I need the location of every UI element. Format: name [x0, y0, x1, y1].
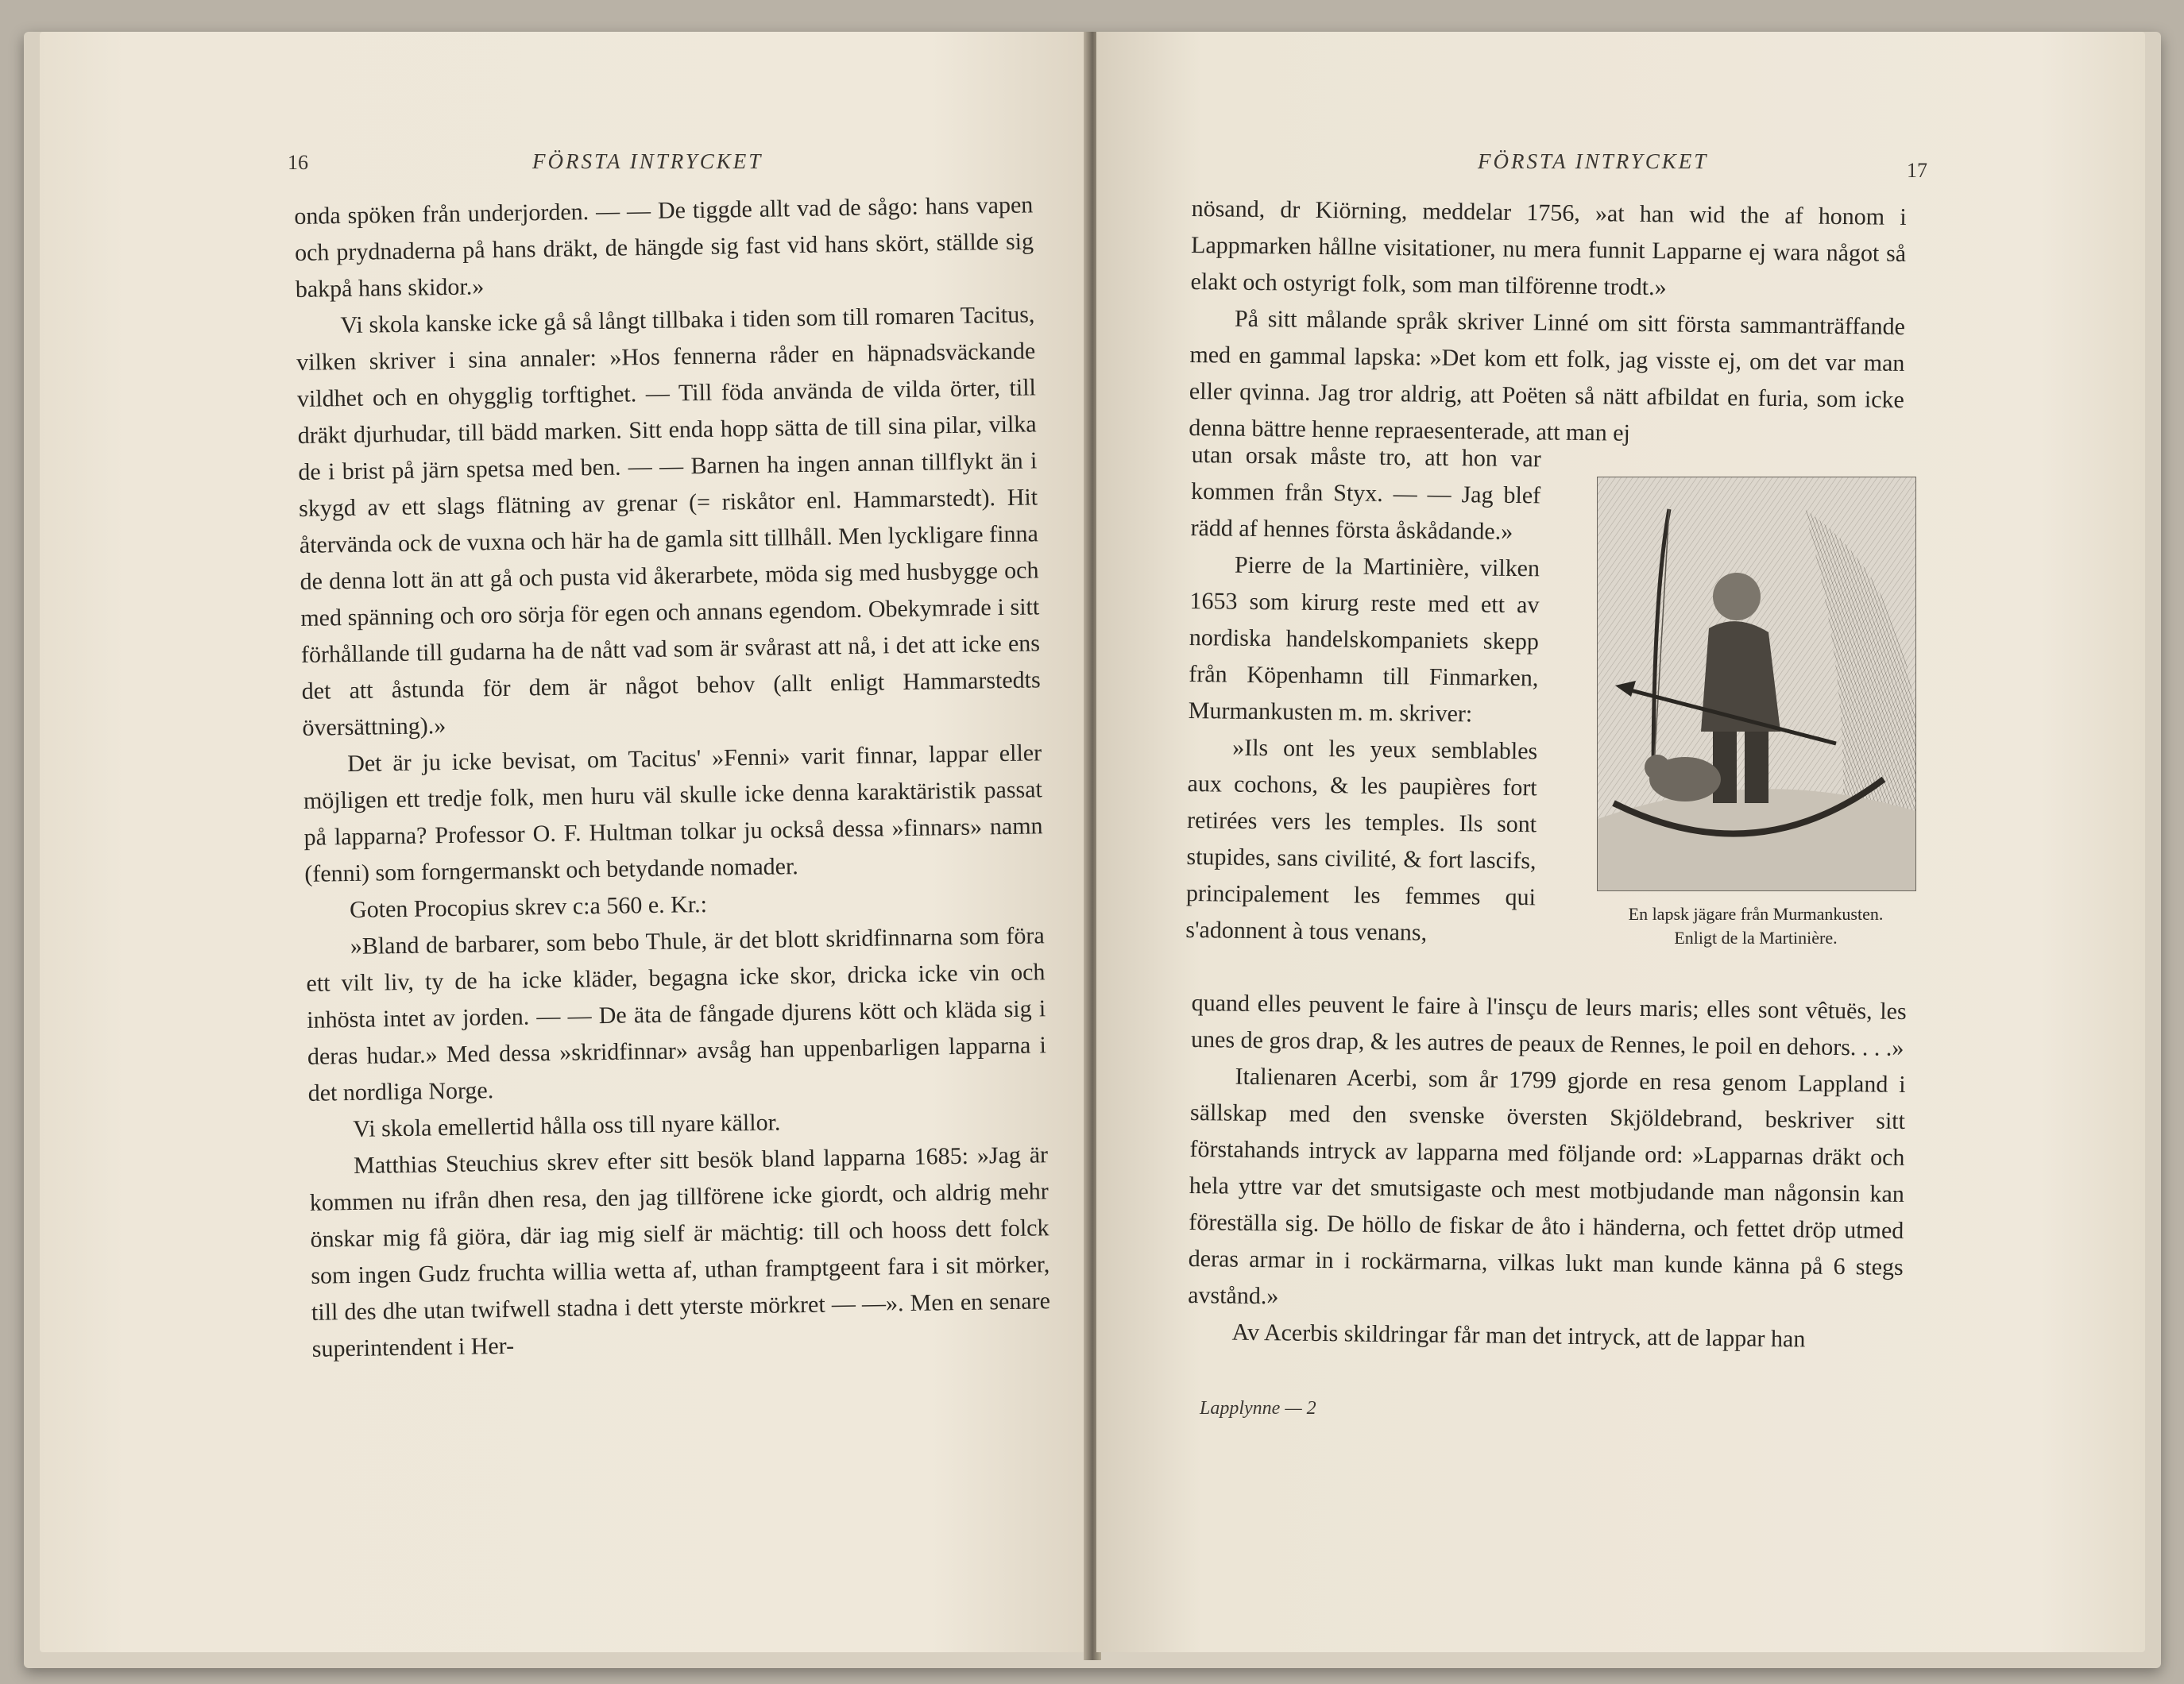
lapp-hunter-illustration: [1597, 477, 1916, 891]
paragraph: På sitt målande språk skriver Linné om sitt första sammanträffande med en gammal lapska: »Det kom ett folk, jag visste ej, om det var man eller qvinna. Jag tror aldrig, att Poëten så nätt afbildat en furia, som icke denna bättre henne repraesenterade, att man ej: [1189, 305, 1906, 446]
paragraph: Pierre de la Martinière, vilken 1653 som kirurg reste med ett av nordiska handelskompaniets skepp från Köpenhamn till Finmarken, Murmankusten m. m. skriver:: [1188, 551, 1540, 728]
page-number: 17: [1907, 159, 1927, 182]
paragraph: Italienaren Acerbi, som år 1799 gjorde en resa genom Lappland i sällskap med den svenske översten Skjöldebrand, beskriver sitt förstahands intryck av lapparna med följande ord: »Lapparnas dräkt och hela yttre var det smutsigaste och mest motbjudande man någonsin kan föreställa sig. De höllo de fiskar de åto i händerna, och fettet dröp utmed deras armar in i rockärmarna, vilkas lukt man kunde känna på 6 stegs avstånd.»: [1188, 1063, 1906, 1310]
paragraph: Vi skola emellertid hålla oss till nyare källor.: [353, 1109, 781, 1142]
right-page-text-column: [1185, 437, 1541, 952]
paragraph: utan orsak måste tro, att hon var kommen från Styx. — — Jag blef rädd af hennes första åskådande.»: [1190, 441, 1541, 545]
open-book: [24, 32, 2161, 1668]
running-head: FÖRSTA INTRYCKET: [1478, 149, 1709, 173]
engraving-svg: [1598, 477, 1915, 890]
running-head: FÖRSTA INTRYCKET: [532, 149, 763, 173]
hunter-body: [1701, 621, 1780, 732]
illustration-figure: [1597, 477, 1915, 948]
right-page-text-bottom: [1187, 985, 1907, 1359]
left-page: [40, 32, 1088, 1652]
left-page-text: [294, 187, 1051, 1367]
hunter-head: [1713, 573, 1761, 620]
paragraph: Vi skola kanske icke gå så långt tillbaka i tiden som till romaren Tacitus, vilken skriver i sina annaler: »Hos fennerna råder en häpnadsväckande vildhet och en ohygglig torftighet. — Till föda använda de vilda örter, till dräkt djurhudar, till bädd marken. Sitt enda hopp sätta de till sina pilar, vilka de i brist på järn spetsa med ben. — — Barnen ha ingen annan tillflykt än i skygd av ett slags flätning av grenar (= riskåtor enl. Hammarstedt). Hit återvända ock de vuxna och här ha de gamla sitt tillhåll. Men lyckligare finna de denna lott än att gå och pusta vid åkerarbete, möda sig med husbygge och med spänning och oro sörja för egen och annans egendom. Obekymrade i sitt förhållande till gudarna ha de nått vad som är svårast att nå, i det att icke ens det att åstunda för dem är något behov (allt enligt Hammarstedts översättning).»: [296, 301, 1041, 741]
right-page: [1096, 32, 2145, 1652]
caption-line: En lapsk jägare från Murmankusten.: [1628, 904, 1884, 924]
figure-caption: [1589, 902, 1923, 950]
paragraph: quand elles peuvent le faire à l'insçu de leurs maris; elles sont vêtuës, les unes de gros drap, & les autres de peaux de Rennes, le poil en dehors. . . .»: [1190, 989, 1907, 1061]
caption-line: Enligt de la Martinière.: [1674, 928, 1838, 948]
paragraph: »Bland de barbarer, som bebo Thule, är det blott skridfinnarna som föra ett vilt liv, ty de ha icke kläder, begagna icke skor, dricka icke vin och inhösta intet av jorden. — — De äta de fångade djurens kött och kläda sig i deras hudar.» Med dessa »skridfinnar» avsåg han uppenbarligen lapparna i det nordliga Norge.: [306, 922, 1047, 1107]
paragraph: »Ils ont les yeux semblables aux cochons, & les paupières fort retirées vers les temples. Ils sont stupides, sans civilité, & fort lascifs, principalement les femmes qui s'adonnent à tous venans,: [1185, 734, 1538, 946]
page-number: 16: [288, 151, 308, 174]
paragraph: Goten Procopius skrev c:a 560 e. Kr.:: [349, 890, 708, 924]
signature-mark: Lapplynne — 2: [1200, 1398, 1316, 1419]
paragraph: nösand, dr Kiörning, meddelar 1756, »at han wid the af honom i Lappmarken hållne visitationer, nu mera funnit Lapparne ej wara något så elakt och ostyrigt folk, som man tilförenne trodt.»: [1190, 195, 1907, 301]
paragraph: Matthias Steuchius skrev efter sitt besök bland lapparna 1685: »Jag är kommen nu ifrån dhen resa, den jag tillförene icke giordt, och aldrig mehr önskar mig få giöra, där iag mig sielf är mächtig: till och hooss dett folck som ingen Gudz fruchta willia wetta af, uthan framptgeent fara i sit mörker, till des dhe utan twifwell stadna i dett yterste mörkret — —». Men en senare superintendent i Her-: [309, 1141, 1051, 1362]
paragraph: onda spöken från underjorden. — — De tiggde allt vad de sågo: hans vapen och prydnaderna på hans dräkt, de hängde sig fast vid hans skört, ställde sig bakpå hans skidor.»: [294, 191, 1034, 303]
right-page-text-top: [1189, 191, 1907, 455]
paragraph: Av Acerbis skildringar får man det intryck, att de lappar han: [1231, 1319, 1806, 1353]
paragraph: Det är ju icke bevisat, om Tacitus' »Fenni» varit finnar, lappar eller möjligen ett tredje folk, men huru väl skulle icke denna karaktäristik passat på lapparna? Professor O. F. Hultman tolkar ju också dessa »finnars» namn (fenni) som forngermanskt och betydande nomader.: [303, 740, 1043, 887]
